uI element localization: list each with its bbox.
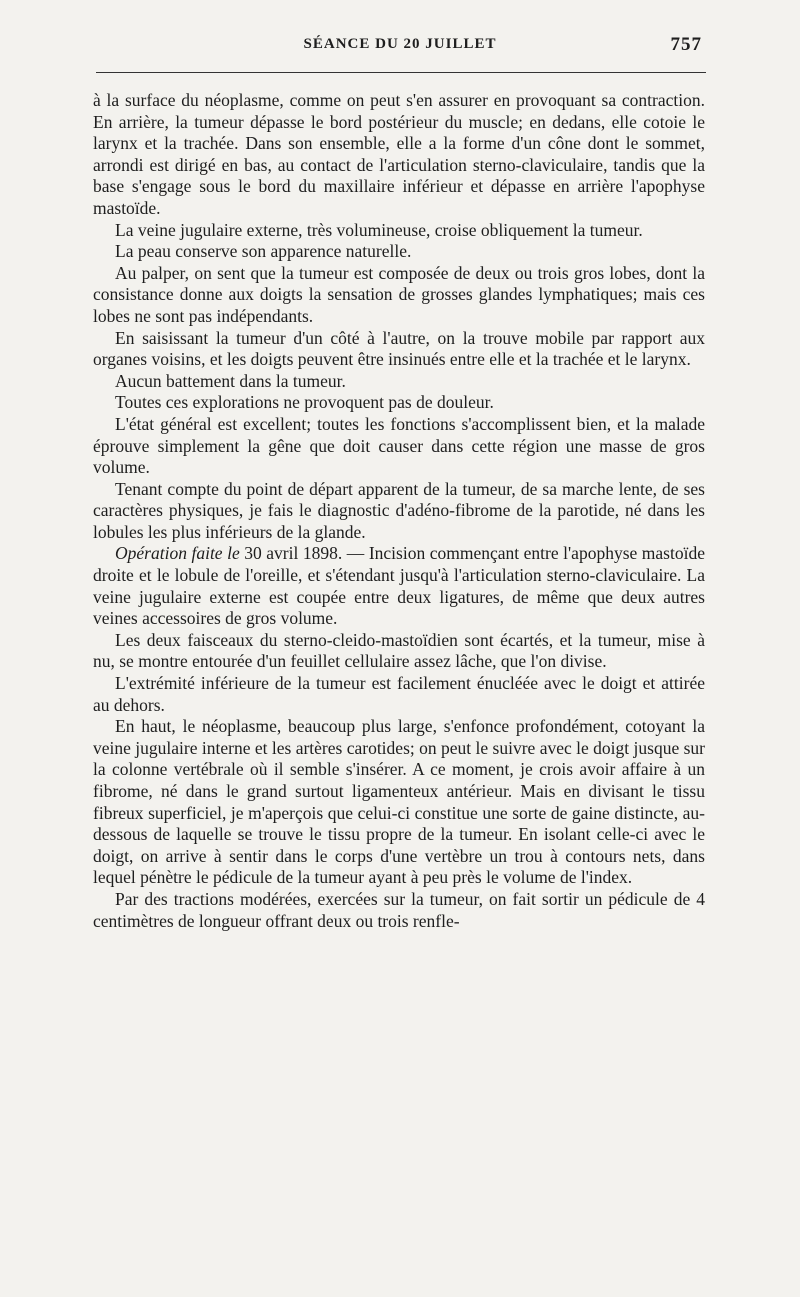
paragraph-2: La veine jugulaire externe, très volumineuse, croise obliquement la tumeur. bbox=[115, 219, 643, 240]
paragraph-6: Aucun battement dans la tumeur. bbox=[115, 370, 346, 391]
paragraph-operation bbox=[93, 543, 705, 629]
paragraph-12: L'extrémité inférieure de la tumeur est facilement énucléée avec le doigt et attirée au dehors. bbox=[93, 673, 705, 715]
operation-date: 30 avril 1898. bbox=[244, 543, 343, 564]
paragraph-14: Par des tractions modérées, exercées sur la tumeur, on fait sortir un pédicule de 4 centimètres de longueur offrant deux ou trois renfle- bbox=[93, 888, 705, 931]
page-number: 757 bbox=[670, 34, 702, 55]
header-rule bbox=[96, 72, 706, 73]
paragraph-4: Au palper, on sent que la tumeur est composée de deux ou trois gros lobes, dont la consistance donne aux doigts la sensation de grosses glandes lymphatiques; mais ces lobes ne sont pas indépendants. bbox=[93, 262, 705, 326]
running-head bbox=[96, 34, 704, 60]
paragraph-5: En saisissant la tumeur d'un côté à l'autre, on la trouve mobile par rapport aux organes voisins, et les doigts peuvent être insinués entre elle et la trachée et le larynx. bbox=[93, 327, 705, 370]
paragraph-13: En haut, le néoplasme, beaucoup plus large, s'enfonce profondément, cotoyant la veine jugulaire interne et les artères carotides; on peut le suivre avec le doigt jusque sur la colonne vertébrale où il semble s'insérer. A ce moment, je crois avoir affaire à un fibrome, né dans le grand surtout ligamenteux antérieur. Mais en divisant le tissu fibreux superficiel, je m'aperçois que celui-ci constitue une sorte de gaine distincte, au-dessous de laquelle se trouve le tissu propre de la tumeur. En isolant celle-ci avec le doigt, on arrive à sentir dans le corps d'une vertèbre un trou à contours nets, dans lequel pénètre le pédicule de la tumeur ayant à peu près le volume de l'index. bbox=[93, 716, 705, 888]
operation-lead: Opération faite le bbox=[115, 543, 240, 564]
operation-text: — Incision commençant entre l'apophyse mastoïde droite et le lobule de l'oreille, et s'étendant jusqu'à l'articulation sterno-claviculaire. La veine jugulaire externe est coupée entre deux ligatures, de même que deux autres veines accessoires de gros volume. bbox=[93, 543, 705, 629]
body-text bbox=[93, 90, 705, 932]
paragraph-3: La peau conserve son apparence naturelle. bbox=[115, 241, 412, 262]
paragraph-11: Les deux faisceaux du sterno-cleido-mastoïdien sont écartés, et la tumeur, mise à nu, se montre entourée d'un feuillet cellulaire assez lâche, que l'on divise. bbox=[93, 629, 705, 672]
paragraph-7: Toutes ces explorations ne provoquent pas de douleur. bbox=[115, 392, 494, 413]
paragraph-8: L'état général est excellent; toutes les fonctions s'accomplissent bien, et la malade éprouve simplement la gêne que doit causer dans cette région une masse de gros volume. bbox=[93, 413, 705, 478]
paragraph-1: à la surface du néoplasme, comme on peut s'en assurer en provoquant sa contraction. En arrière, la tumeur dépasse le bord postérieur du muscle; en dedans, elle cotoie le larynx et la trachée. Dans son ensemble, elle a la forme d'un cône dont le sommet, arrondi est dirigé en bas, au contact de l'articulation sterno-claviculaire, tandis que la base s'engage sous le bord du maxillaire inférieur et dépasse en arrière l'apophyse mastoïde. bbox=[93, 90, 705, 218]
running-title: SÉANCE DU 20 JUILLET bbox=[303, 36, 497, 52]
paragraph-9: Tenant compte du point de départ apparent de la tumeur, de sa marche lente, de ses caractères physiques, je fais le diagnostic d'adéno-fibrome de la parotide, né dans les lobules les plus inférieurs de la glande. bbox=[93, 478, 705, 542]
